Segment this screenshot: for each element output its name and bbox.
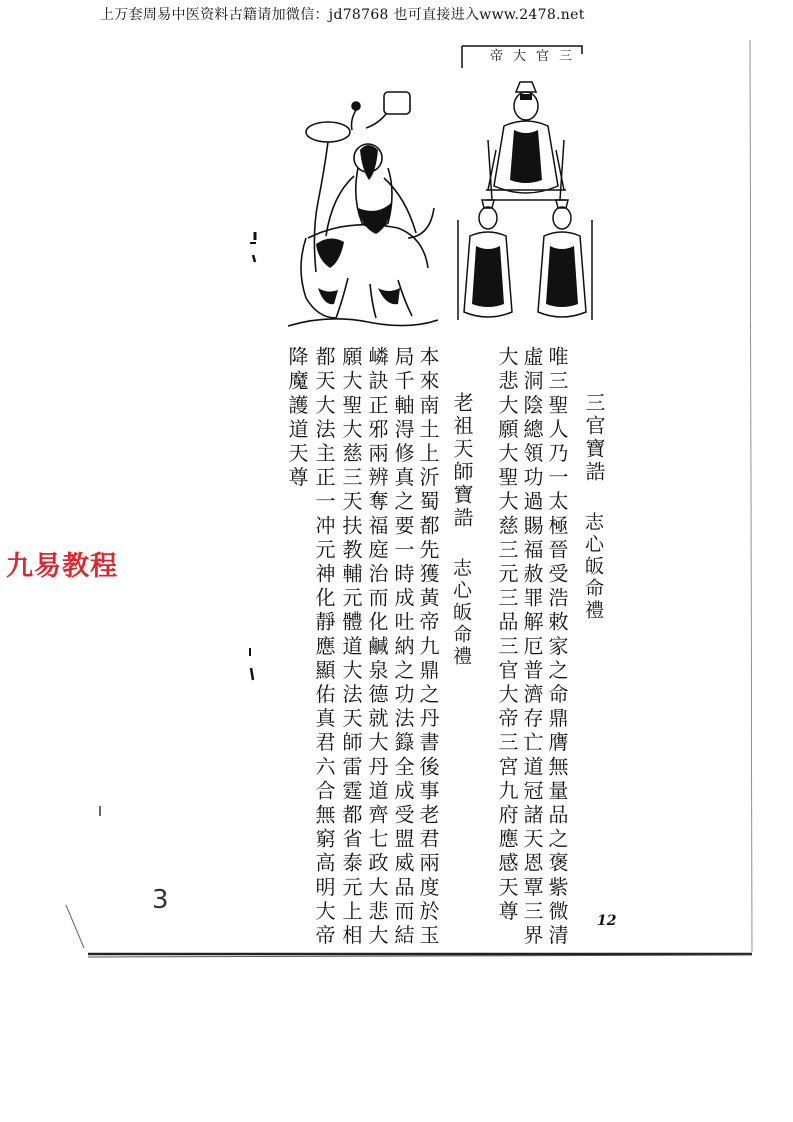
watermark: 九易教程 bbox=[6, 551, 118, 582]
text-column: 降魔護道天尊 bbox=[285, 346, 309, 491]
three-officials-illustration bbox=[456, 40, 596, 330]
text-column: 願大聖大慈三天扶教輔元體道大法天師雷霆都省泰元上相 bbox=[339, 346, 363, 949]
text-column: 虛洞陰總領功過賜福赦罪解厄普濟存亡道冠諸天恩覃三界 bbox=[520, 346, 544, 949]
laozi-illustration bbox=[288, 88, 438, 333]
text-column: 大悲大願大聖大慈三元三品三官大帝三宮九府應感天尊 bbox=[495, 346, 519, 925]
illustration-caption: 帝大官三 bbox=[490, 49, 583, 64]
handwritten-mark: 3 bbox=[152, 885, 169, 915]
text-column: 局千軸淂修真之要一時成吐納之功法籙全成受盟威品而結 bbox=[391, 346, 415, 949]
page-number: 12 bbox=[597, 913, 617, 929]
laozu-prayer-subtitle: 志心皈命禮 bbox=[450, 558, 472, 668]
sanguan-prayer-title: 三官寶誥 bbox=[582, 392, 606, 484]
text-column: 嶙訣正邪兩辨奪福庭治而化鹹泉德就大丹道齊七政大悲大 bbox=[365, 346, 389, 949]
laozu-prayer-title: 老祖天師寶誥 bbox=[450, 392, 474, 530]
text-column: 都天大法主正一冲元神化靜應顯佑真君六合無窮高明大帝 bbox=[312, 346, 336, 949]
text-column: 唯三聖人乃一太極晉受浩敕家之命鼎膺無量品之褒紫微清 bbox=[545, 346, 569, 949]
header-banner: 上万套周易中医资料古籍请加微信：jd78768 也可直接进入www.2478.net bbox=[100, 7, 585, 23]
text-column: 本來南土上沂蜀都先獲黃帝九鼎之丹書後事老君兩度於玉 bbox=[416, 346, 440, 949]
sanguan-prayer-subtitle: 志心皈命禮 bbox=[582, 512, 604, 622]
